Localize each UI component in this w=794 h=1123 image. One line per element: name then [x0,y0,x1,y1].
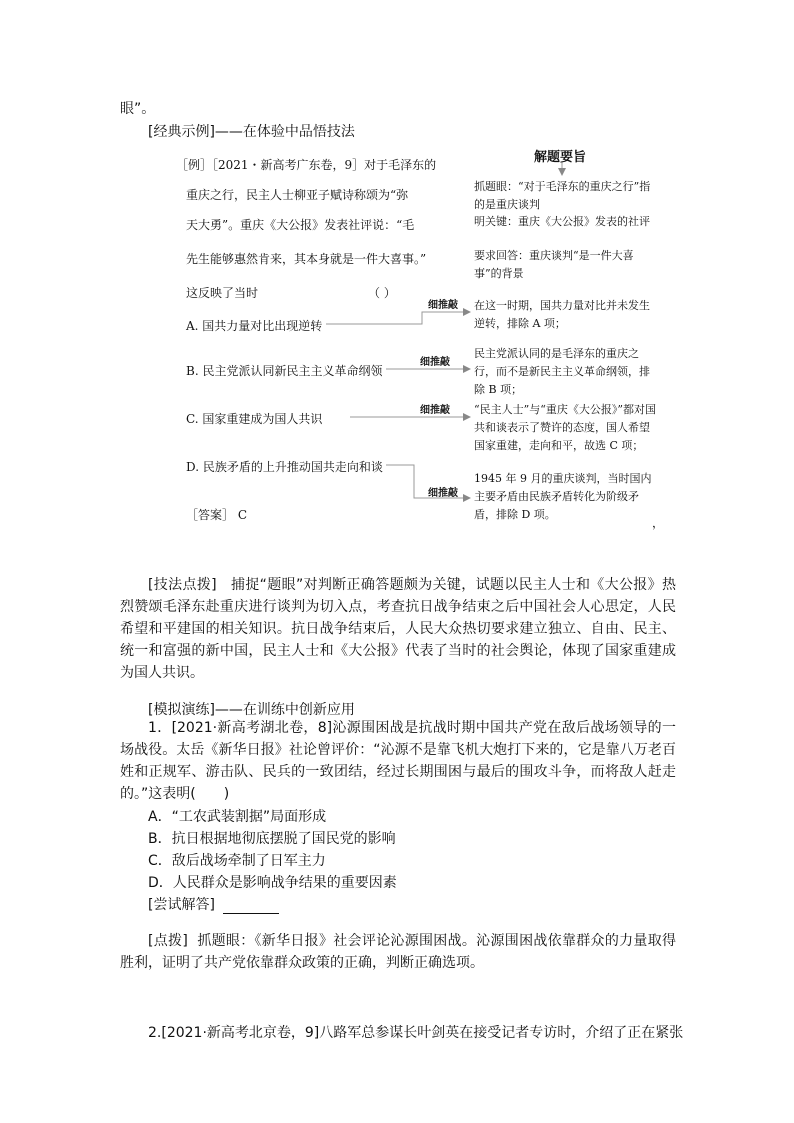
option-b: B. 民主党派认同新民主主义革命纲领 [186,364,383,378]
explanation-a: 在这一时期，国共力量对比并未发生逆转，排除 A 项； [474,299,650,330]
connector-lines [0,0,794,560]
q1-option-a: A．“工农武装割据”局面形成 [148,809,327,825]
option-a: A. 国共力量对比出现逆转 [186,319,323,333]
q1-option-d: D．人民群众是影响战争结果的重要因素 [148,875,397,891]
technique-tip [120,574,676,684]
attempt-label: [尝试解答] [148,897,215,913]
example-answer: ［答案］ C [186,508,247,522]
section-header-classic: [经典示例]——在体验中品悟技法 [148,124,355,140]
answer-paren: （ ） [368,286,396,300]
sidebar-point-1: 抓题眼：“对于毛泽东的重庆之行”指的是重庆谈判 [474,180,651,211]
section-header-practice: [模拟演练]——在训练中创新应用 [148,702,355,718]
trailing-comma: ， [652,516,665,530]
arrow-label-c: 细推敲 [420,405,450,416]
example-stem-line-3: 天大勇”。重庆《大公报》发表社评说：“毛 [186,218,415,232]
explanation-c: “民主人士”与“重庆《大公报》”都对国共和谈表示了赞许的态度，国人希望国家重建，走向和平，故选 C 项； [474,403,656,452]
attempt-answer-line [148,894,279,914]
q1-option-c: C．敌后战场牵制了日军主力 [148,853,326,869]
explanation-d: 1945 年 9 月的重庆谈判，当时国内主要矛盾由民族矛盾转化为阶级矛盾，排除 D 项。 [474,472,652,521]
example-stem-line-1: ［例］［2021・新高考广东卷，9］对于毛泽东的 [176,158,437,172]
explanation-b: 民主党派认同的是毛泽东的重庆之行，而不是新民主主义革命纲领，排除 B 项； [474,347,650,396]
option-c: C. 国家重建成为国人共识 [186,412,323,426]
sidebar-point-2: 明关键：重庆《大公报》发表的社评 [474,215,650,228]
continuation-text: 眼”。 [120,101,156,117]
hint-label: [点拨] [148,933,188,949]
question-1-stem: 1．[2021·新高考湖北卷，8]沁源围困战是抗战时期中国共产党在敌后战场领导的一场战役。太岳《新华日报》社论曾评价：“沁源不是靠飞机大炮打下来的，它是靠八万老百姓和正规军、游击队、民兵的一致团结，经过长期围困与最后的围攻斗争，而将敌人赶走的。”这表明( ) [120,720,676,802]
arrow-label-d: 细推敲 [428,488,458,499]
arrow-label-a: 细推敲 [428,300,458,311]
example-stem-line-4: 先生能够惠然肯来，其本身就是一件大喜事。” [186,252,427,266]
sidebar-title: 解题要旨 [534,150,587,165]
sidebar-point-3: 要求回答：重庆谈判“是一件大喜事”的背景 [474,249,634,280]
tip-text: 捕捉“题眼”对判断正确答题颇为关键，试题以民主人士和《大公报》热烈赞颂毛泽东赴重庆进行谈判为切入点，考查抗日战争结束之后中国社会人心思定，人民希望和平建国的相关知识。抗日战争结束后，人民大众热切要求建立独立、自由、民主、统一和富强的新中国，民主人士和《大公报》代表了当时的社会舆论，体现了国家重建成为国人共识。 [120,577,676,681]
example-stem-line-5: 这反映了当时 [186,286,259,300]
arrow-label-b: 细推敲 [420,357,450,368]
hint-paragraph [120,930,676,974]
q1-option-b: B．抗日根据地彻底摆脱了国民党的影响 [148,831,396,847]
example-stem-line-2: 重庆之行，民主人士柳亚子赋诗称颂为“弥 [186,188,409,202]
tip-label: [技法点拨] [148,577,217,593]
hint-text: 抓题眼：《新华日报》社会评论沁源围困战。沁源围困战依靠群众的力量取得胜利，证明了共产党依靠群众政策的正确，判断正确选项。 [120,933,676,971]
question-2-stem: 2.[2021·新高考北京卷，9]八路军总参谋长叶剑英在接受记者专访时，介绍了正在紧张 [148,1025,684,1041]
answer-blank[interactable] [223,899,279,914]
option-d: D. 民族矛盾的上升推动国共走向和谈 [186,460,383,474]
